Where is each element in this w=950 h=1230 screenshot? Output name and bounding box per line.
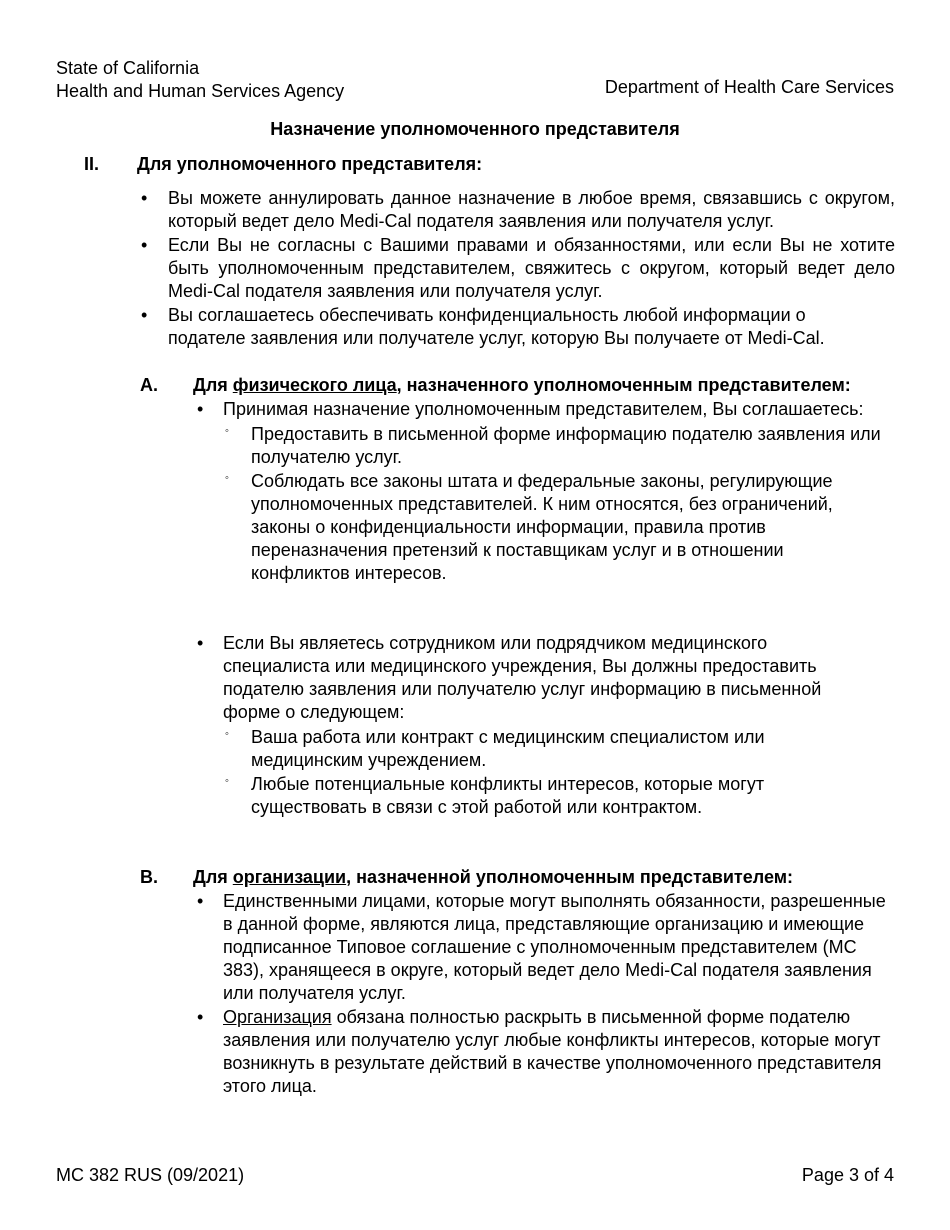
subsection-a-heading: Для физического лица, назначенного уполномоченным представителем:	[193, 375, 851, 395]
list-item: ◦ Ваша работа или контракт с медицинским специалистом или медицинским учреждением.	[223, 726, 803, 772]
state-name: State of California	[56, 58, 200, 78]
subsection-b-heading: Для организации, назначенной уполномоченным представителем:	[193, 867, 794, 887]
bullet-dot	[197, 398, 203, 421]
bullet-dot	[141, 234, 147, 257]
list-item: ◦ Любые потенциальные конфликты интересов, которые могут существовать в связи с этой работой или контрактом.	[223, 773, 803, 819]
subsection-a-bullet-1	[196, 398, 896, 421]
bullet-circle	[225, 729, 229, 740]
bullet-dot	[141, 187, 147, 210]
bullet-circle	[225, 426, 229, 437]
list-item: • Организация обязана полностью раскрыть в письменной форме подателю заявления или получателю услуг любые конфликты интересов, которые могут возникнуть в результате действий в качестве уполномоченного представителя этого лица.	[196, 1006, 886, 1098]
subsection-a-sublist-2	[223, 726, 803, 819]
list-item: • Вы можете аннулировать данное назначение в любое время, связавшись с округом, который ведет дело Medi-Cal подателя заявления или получателя услуг.	[140, 187, 895, 233]
list-item: • Если Вы являетесь сотрудником или подрядчиком медицинского специалиста или медицинского учреждения, Вы должны предоставить подателю заявления или получателю услуг информацию в письменной форме о следующем:	[196, 632, 851, 724]
bullet-dot	[197, 632, 203, 655]
list-item: • Если Вы не согласны с Вашими правами и обязанностями, или если Вы не хотите быть уполномоченным представителем, свяжитесь с округом, который ведет дело Medi-Cal подателя заявления или получателя услуг.	[140, 234, 895, 303]
subsection-b-bullet-list	[196, 890, 886, 1098]
department-name: Department of Health Care Services	[604, 77, 894, 97]
list-item: • Принимая назначение уполномоченным представителем, Вы соглашаетесь:	[196, 398, 896, 421]
section-heading: Для уполномоченного представителя:	[137, 154, 483, 174]
subsection-a-sublist-1	[223, 423, 883, 585]
bullet-circle	[225, 473, 229, 484]
page-number: Page 3 of 4	[801, 1165, 894, 1185]
bullet-circle	[225, 776, 229, 787]
bullet-dot	[141, 304, 147, 327]
header-left	[56, 57, 344, 103]
section-bullet-list	[140, 187, 895, 350]
page-title: Назначение уполномоченного представителя	[270, 119, 680, 139]
subsection-a-letter: A.	[140, 375, 158, 395]
subsection-a-bullet-2	[196, 632, 851, 724]
subsection-b-letter: B.	[140, 867, 158, 887]
form-id: MC 382 RUS (09/2021)	[56, 1165, 245, 1185]
bullet-dot	[197, 890, 203, 913]
agency-name: Health and Human Services Agency	[56, 81, 345, 101]
list-item: • Единственными лицами, которые могут выполнять обязанности, разрешенные в данной форме, являются лица, представляющие организацию и имеющие подписанное Типовое соглашение с уполномоченным представителем (MC 383), хранящееся в округе, который ведет дело Medi-Cal подателя заявления или получателя услуг.	[196, 890, 886, 1005]
list-item: • Вы соглашаетесь обеспечивать конфиденциальность любой информации о подателе заявления или получателе услуг, которую Вы получаете от Medi-Cal.	[140, 304, 868, 350]
bullet-dot	[197, 1006, 203, 1029]
list-item: ◦ Соблюдать все законы штата и федеральные законы, регулирующие уполномоченных представителей. К ним относятся, без ограничений, законы о конфиденциальности информации, правила против переназначения претензий к поставщикам услуг и в отношении конфликтов интересов.	[223, 470, 883, 585]
section-number: II.	[84, 154, 100, 174]
list-item: ◦ Предоставить в письменной форме информацию подателю заявления или получателю услуг.	[223, 423, 883, 469]
